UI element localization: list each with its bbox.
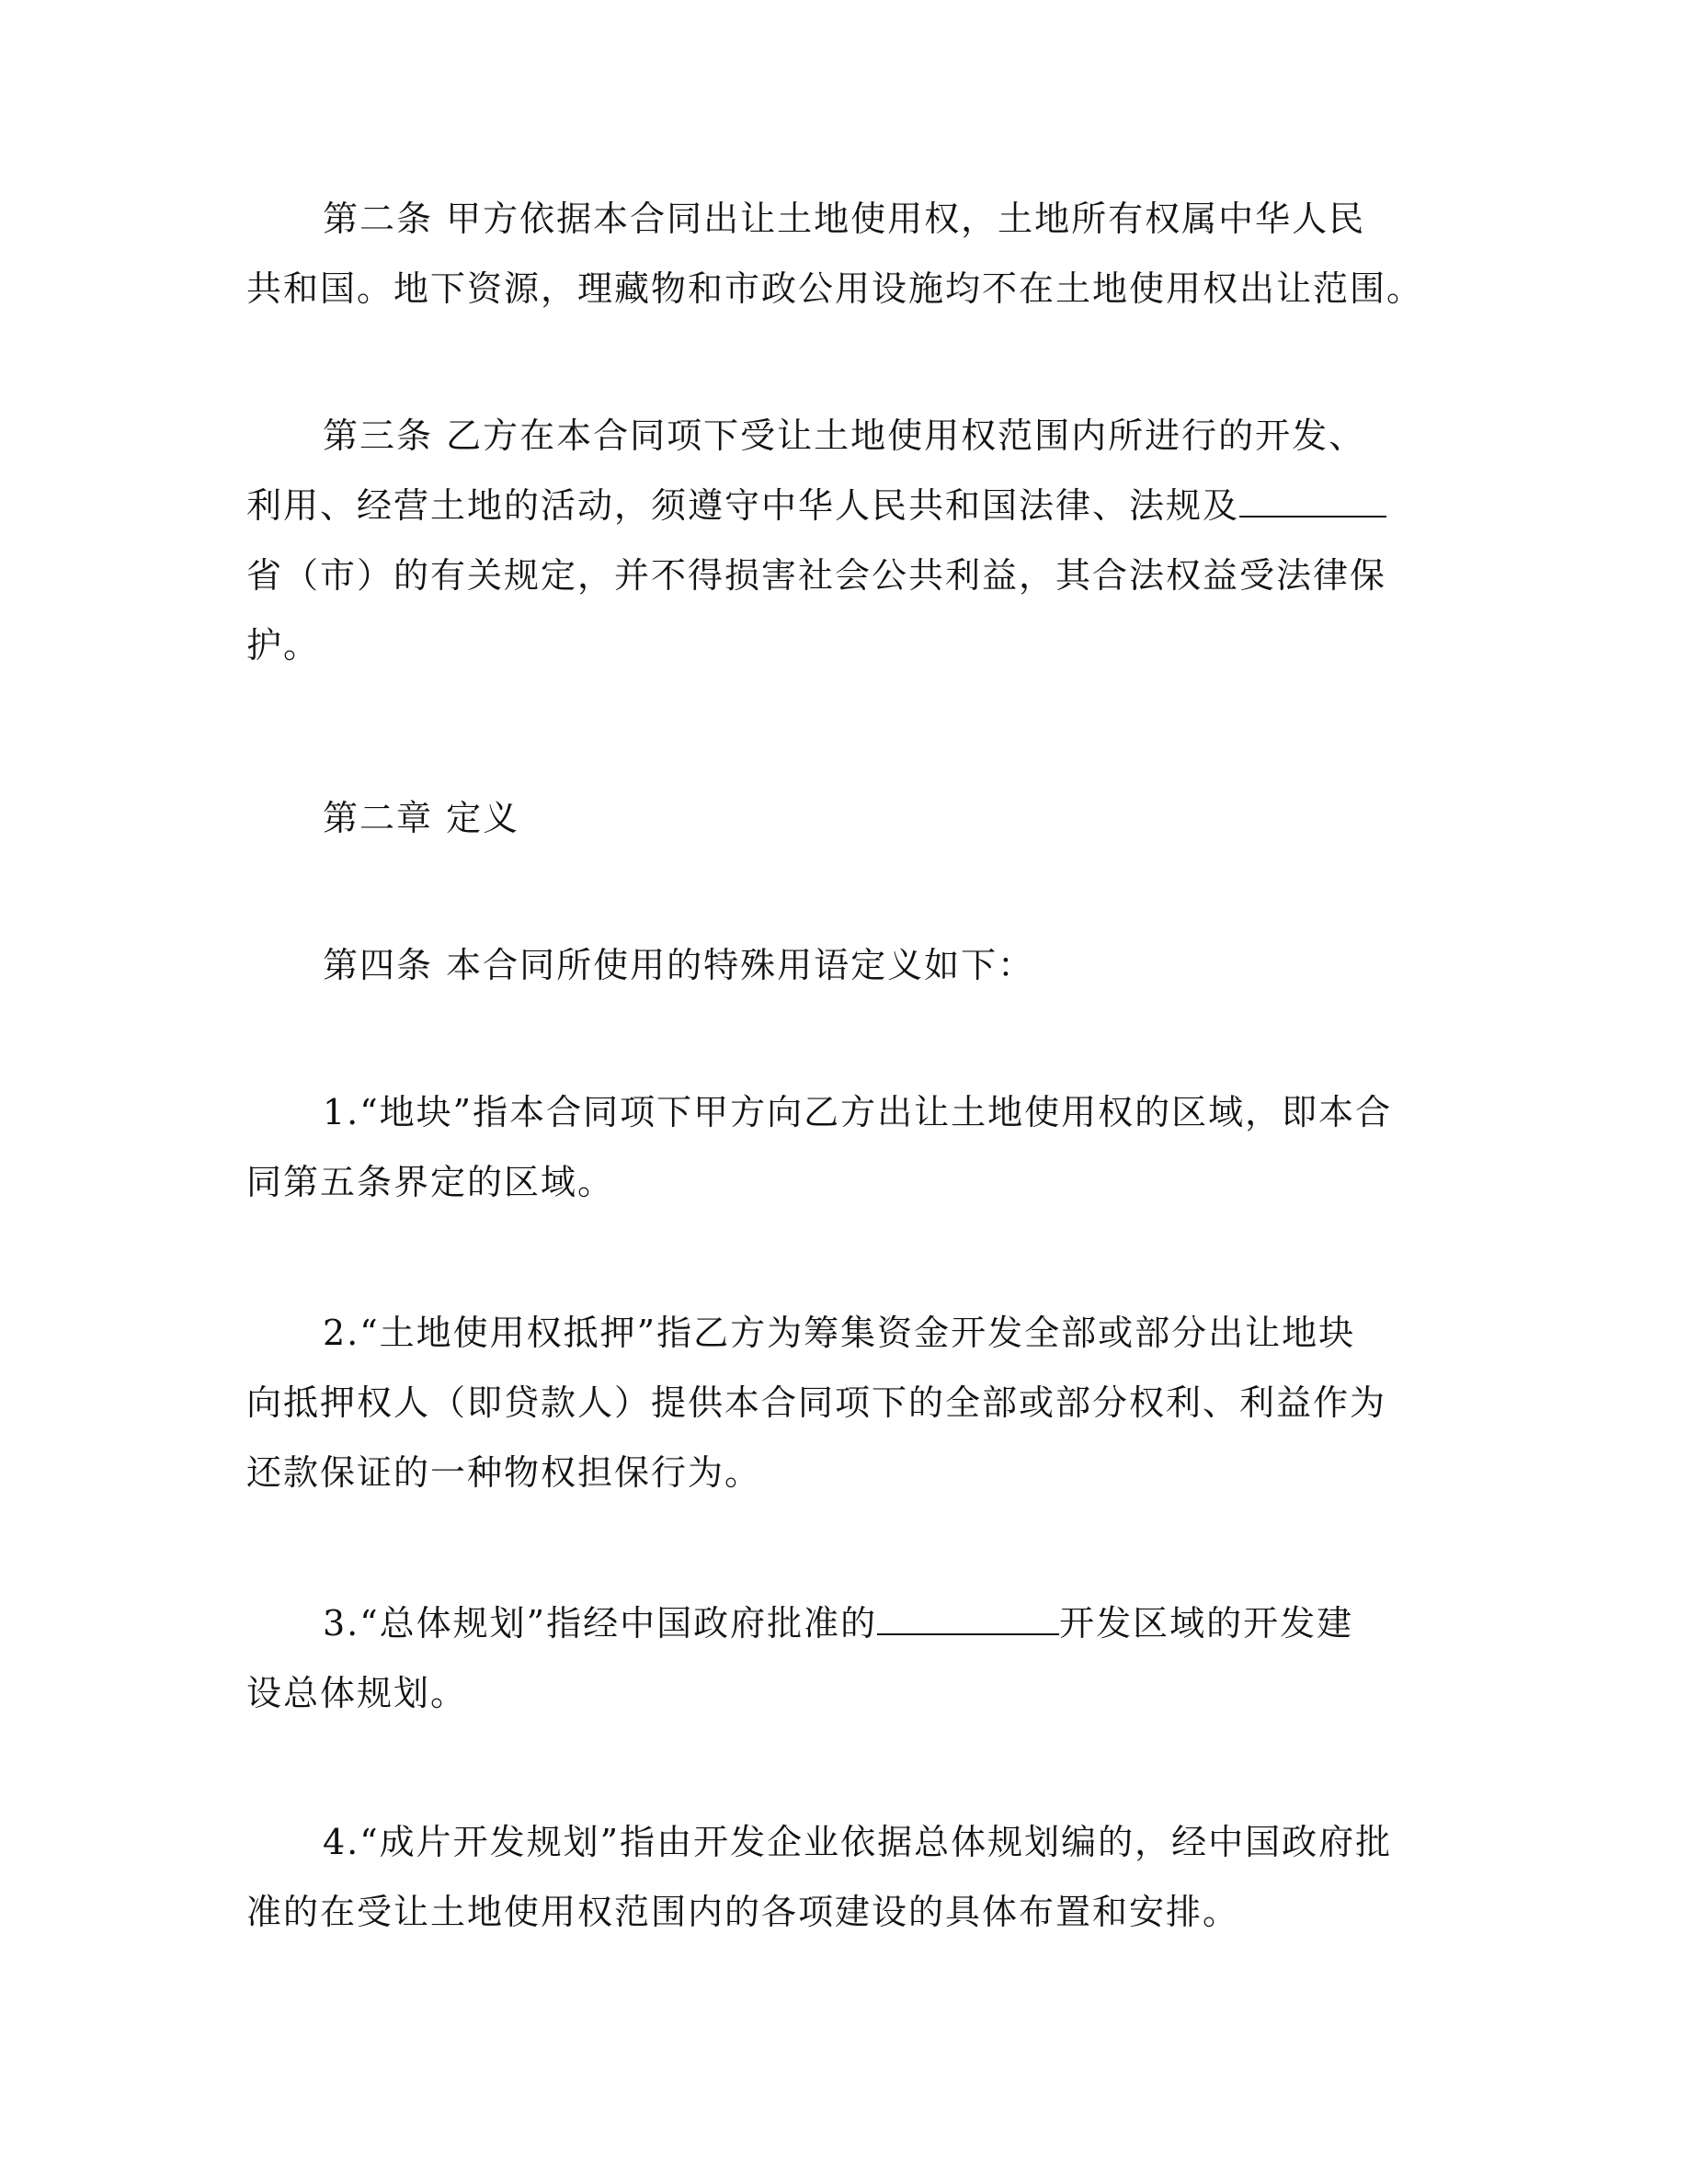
article-3-line-2: [246, 471, 1442, 540]
article-4-line-1: 第四条 本合同所使用的特殊用语定义如下：: [323, 945, 1035, 985]
definition-3-line-1-before: 3.“总体规划”指经中国政府批准的: [323, 1603, 878, 1644]
definition-4-paragraph: [246, 1807, 1442, 1947]
development-area-blank: [877, 1602, 1059, 1635]
definition-3-line-1-after: 开发区域的开发建: [1059, 1603, 1354, 1644]
definition-3-paragraph: [246, 1588, 1442, 1728]
definition-4-line-1: 4.“成片开发规划”指由开发企业依据总体规划编的，经中国政府批: [323, 1822, 1393, 1862]
article-3-paragraph: [246, 401, 1442, 680]
article-3-line-1: 第三条 乙方在本合同项下受让土地使用权范围内所进行的开发、: [323, 415, 1366, 456]
province-blank: [1239, 484, 1386, 518]
article-2-paragraph: [246, 184, 1442, 324]
definition-1-line-1: 1.“地块”指本合同项下甲方向乙方出让土地使用权的区域，即本合: [323, 1092, 1393, 1132]
definition-2-paragraph: [246, 1298, 1442, 1507]
article-2-line-2: 共和国。地下资源，理藏物和市政公用设施均不在土地使用权出让范围。: [246, 268, 1424, 309]
definition-2-line-1: 2.“土地使用权抵押”指乙方为筹集资金开发全部或部分出让地块: [323, 1313, 1356, 1353]
chapter-2-heading: [246, 783, 1442, 853]
definition-2-line-3: 还款保证的一种物权担保行为。: [246, 1452, 762, 1493]
definition-4-line-2: 准的在受让土地使用权范围内的各项建设的具体布置和安排。: [246, 1892, 1240, 1932]
definition-1-paragraph: [246, 1077, 1442, 1217]
chapter-2-title: 第二章 定义: [323, 798, 520, 838]
article-3-line-2-text: 利用、经营土地的活动，须遵守中华人民共和国法律、法规及: [246, 485, 1240, 526]
article-2-line-1: 第二条 甲方依据本合同出让土地使用权，土地所有权属中华人民: [323, 199, 1366, 239]
article-3-line-4: 护。: [246, 625, 321, 665]
article-4-paragraph: [246, 930, 1442, 1000]
definition-1-line-2: 同第五条界定的区域。: [246, 1162, 615, 1202]
definition-3-line-1: [246, 1588, 1442, 1658]
definition-2-line-2: 向抵押权人（即贷款人）提供本合同项下的全部或部分权利、利益作为: [246, 1382, 1387, 1423]
definition-3-line-2: 设总体规划。: [246, 1673, 468, 1713]
article-3-line-3: 省（市）的有关规定，并不得损害社会公共利益，其合法权益受法律保: [246, 555, 1387, 596]
